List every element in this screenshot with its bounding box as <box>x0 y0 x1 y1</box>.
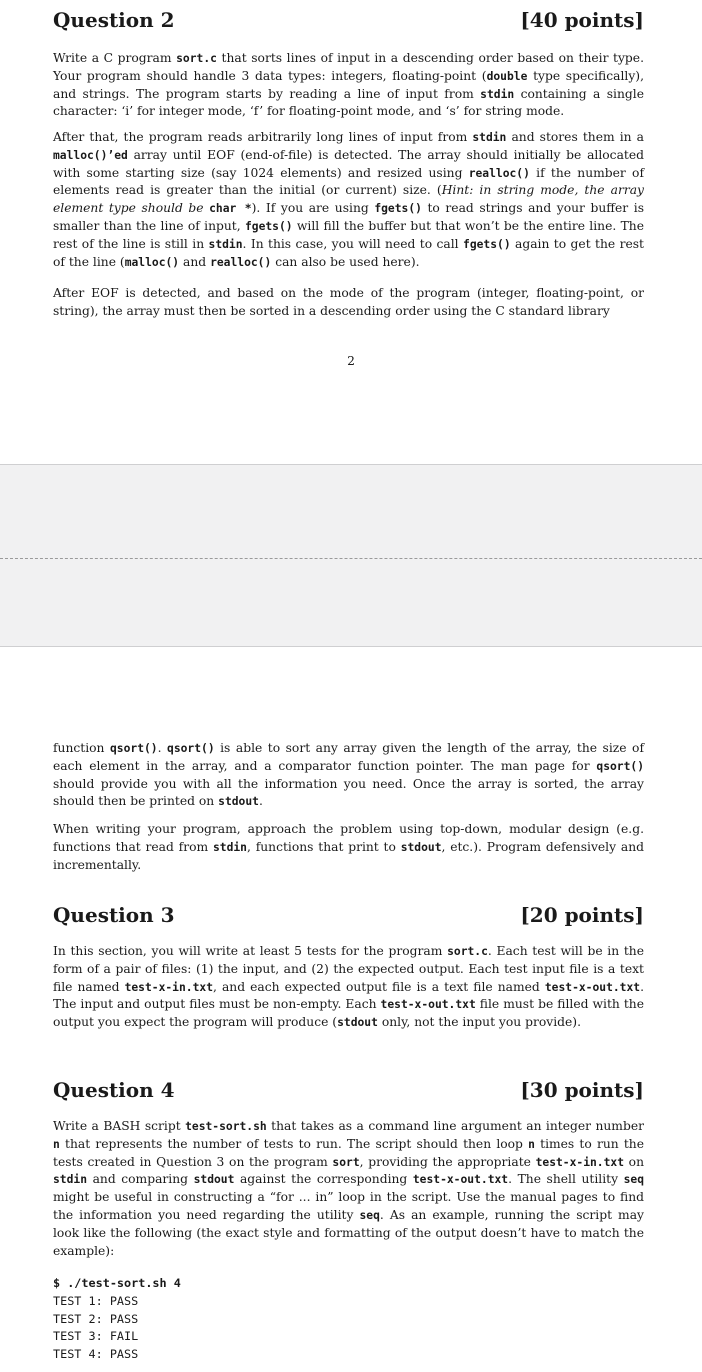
code-stdout: stdout <box>193 1173 235 1187</box>
code-test-in: test-x-in.txt <box>535 1155 625 1169</box>
q3-paragraph <box>53 943 644 1032</box>
code-stdin: stdin <box>480 87 515 101</box>
page-2 <box>0 0 702 464</box>
code-line-test: TEST 1: PASS <box>53 1293 139 1308</box>
code-stdout: stdout <box>337 1016 378 1030</box>
text: , functions that print to <box>246 839 401 854</box>
code-n: n <box>528 1137 535 1151</box>
paragraph-text: After EOF is detected, and based on the mode of the program (integer, floating-point, or string), the array must then be sorted in a descending order using the C standard library <box>53 286 644 318</box>
code-realloc: realloc() <box>468 166 530 180</box>
text: Write a BASH script <box>53 1119 186 1133</box>
text: . The input and output files must be non-empty. Each <box>53 979 644 1012</box>
code-char-ptr: char * <box>209 202 252 216</box>
question-2-title: Question 2 <box>53 8 175 32</box>
q2-paragraph-2 <box>53 129 644 271</box>
text: array until EOF (end-of-file) is detected. The array should initially be allocated with some starting size (say 1024 elements) and resized using <box>53 147 644 180</box>
code-stdin: stdin <box>208 237 243 251</box>
page-break-line <box>0 558 702 559</box>
code-fgets: fgets() <box>374 202 422 216</box>
code-line-test: TEST 4: PASS <box>53 1347 139 1362</box>
code-malloc-ed: malloc()’ed <box>53 148 128 162</box>
text: to read strings and your buffer is smaller than the line of input, <box>53 201 645 233</box>
code-seq: seq <box>359 1208 380 1222</box>
question-3-header-wrap <box>53 903 644 927</box>
text: . <box>258 794 263 809</box>
text: that sorts lines of input in a descending order based on their type. Your program should handle 3 data types: integers, floating-point ( <box>53 51 644 83</box>
text: , and each expected output file is a text file named <box>213 979 545 994</box>
question-4-header <box>53 1078 644 1102</box>
code-test-out: test-x-out.txt <box>412 1173 509 1187</box>
code-seq: seq <box>623 1173 644 1187</box>
text: . Each test will be in the form of a pair of files: (1) the input, and (2) the expected output. Each test input file is a text file named <box>53 944 644 994</box>
hint-text: Hint: in string mode, the array element type should be <box>53 183 644 216</box>
question-3-header <box>53 903 644 927</box>
code-line-test: TEST 3: FAIL <box>53 1329 139 1344</box>
text: should provide you with all the information you need. Once the array is sorted, the array should then be printed on <box>53 776 644 809</box>
text: ). If you are using <box>251 201 375 216</box>
terminal-example <box>53 1275 644 1364</box>
code-line-command: $ ./test-sort.sh 4 <box>53 1276 181 1290</box>
code-qsort: qsort() <box>167 742 215 755</box>
q2-paragraph-4 <box>53 740 644 811</box>
q4-paragraph <box>53 1118 644 1260</box>
code-realloc: realloc() <box>210 255 272 269</box>
text: against the corresponding <box>234 1172 413 1187</box>
code-n: n <box>53 1137 60 1151</box>
code-sort-c: sort.c <box>447 945 488 958</box>
code-test-out: test-x-out.txt <box>380 998 476 1012</box>
text: might be useful in constructing a “for ... in” loop in the script. Use the manual pages to find the information you need regarding the utility <box>53 1190 644 1222</box>
code-double: double <box>486 69 528 83</box>
text: . <box>157 741 168 755</box>
text: In this section, you will write at least 5 tests for the program <box>53 944 448 958</box>
code-stdin: stdin <box>472 131 507 144</box>
code-qsort: qsort() <box>596 759 644 773</box>
question-4-title: Question 4 <box>53 1078 175 1102</box>
code-qsort: qsort() <box>109 742 158 755</box>
text: function <box>53 741 110 755</box>
text: . The shell utility <box>508 1172 624 1187</box>
text: if the number of elements read is greater than the initial (or current) size. ( <box>53 165 644 198</box>
code-fgets: fgets() <box>463 237 511 251</box>
text: and comparing <box>87 1172 194 1187</box>
text: only, not the input you provide). <box>377 1015 581 1030</box>
q2-paragraph-1 <box>53 50 644 121</box>
text: again to get the rest of the line ( <box>53 236 644 269</box>
page-number: 2 <box>347 354 355 368</box>
code-malloc: malloc() <box>124 255 180 269</box>
page-separator <box>0 464 702 647</box>
text: and stores them in a <box>506 130 644 144</box>
text: Write a C program <box>53 51 177 65</box>
text: can also be used here). <box>271 254 420 269</box>
text: , providing the appropriate <box>359 1154 536 1169</box>
code-sort: sort <box>332 1155 360 1169</box>
code-test-sort-sh: test-sort.sh <box>185 1120 267 1133</box>
text: . In this case, you will need to call <box>242 236 464 251</box>
question-4-points: [30 points] <box>520 1078 644 1102</box>
code-fgets: fgets() <box>244 219 293 233</box>
question-2-points: [40 points] <box>520 8 644 32</box>
text: file must be filled with the output you expect the program will produce ( <box>53 997 644 1030</box>
code-line-test: TEST 2: PASS <box>53 1311 139 1326</box>
question-4-header-wrap <box>53 1078 644 1102</box>
text: . As an example, running the script may look like the following (the exact style and formatting of the output doesn’t have to match the example): <box>53 1207 644 1258</box>
code-stdin: stdin <box>212 840 247 854</box>
code-test-in: test-x-in.txt <box>124 980 213 994</box>
q2-paragraph-3 <box>53 285 644 321</box>
text: times to run the tests created in Question 3 on the program <box>53 1136 645 1169</box>
text: After that, the program reads arbitrarily long lines of input from <box>53 130 473 144</box>
text: and <box>179 254 211 269</box>
text: that represents the number of tests to run. The script should then loop <box>59 1136 529 1151</box>
text: that takes as a command line argument an integer number <box>266 1119 644 1133</box>
code-stdout: stdout <box>400 840 442 854</box>
text: type specifically), and strings. The program starts by reading a line of input from <box>53 68 644 101</box>
text: , etc.). Program defensively and incrementally. <box>53 839 644 872</box>
text: will fill the buffer but that won’t be the entire line. The rest of the line is still in <box>53 218 644 251</box>
question-2-header-wrap <box>53 8 644 32</box>
code-test-out: test-x-out.txt <box>544 980 641 994</box>
code-stdin: stdin <box>53 1173 88 1187</box>
text: is able to sort any array given the length of the array, the size of each element in the array, and a comparator function pointer. The man page for <box>53 741 644 773</box>
page-3 <box>0 647 702 1372</box>
code-sort-c: sort.c <box>176 52 217 65</box>
text: When writing your program, approach the problem using top-down, modular design (e.g. functions that read from <box>53 822 644 854</box>
text: containing a single character: ‘i’ for integer mode, ‘f’ for floating-point mode, and ‘s’ for string mode. <box>53 86 644 119</box>
code-stdout: stdout <box>218 795 259 809</box>
question-3-title: Question 3 <box>53 903 175 927</box>
question-2-header <box>53 8 644 32</box>
question-3-points: [20 points] <box>520 903 644 927</box>
q2-paragraph-5 <box>53 821 644 874</box>
text: on <box>624 1154 645 1169</box>
